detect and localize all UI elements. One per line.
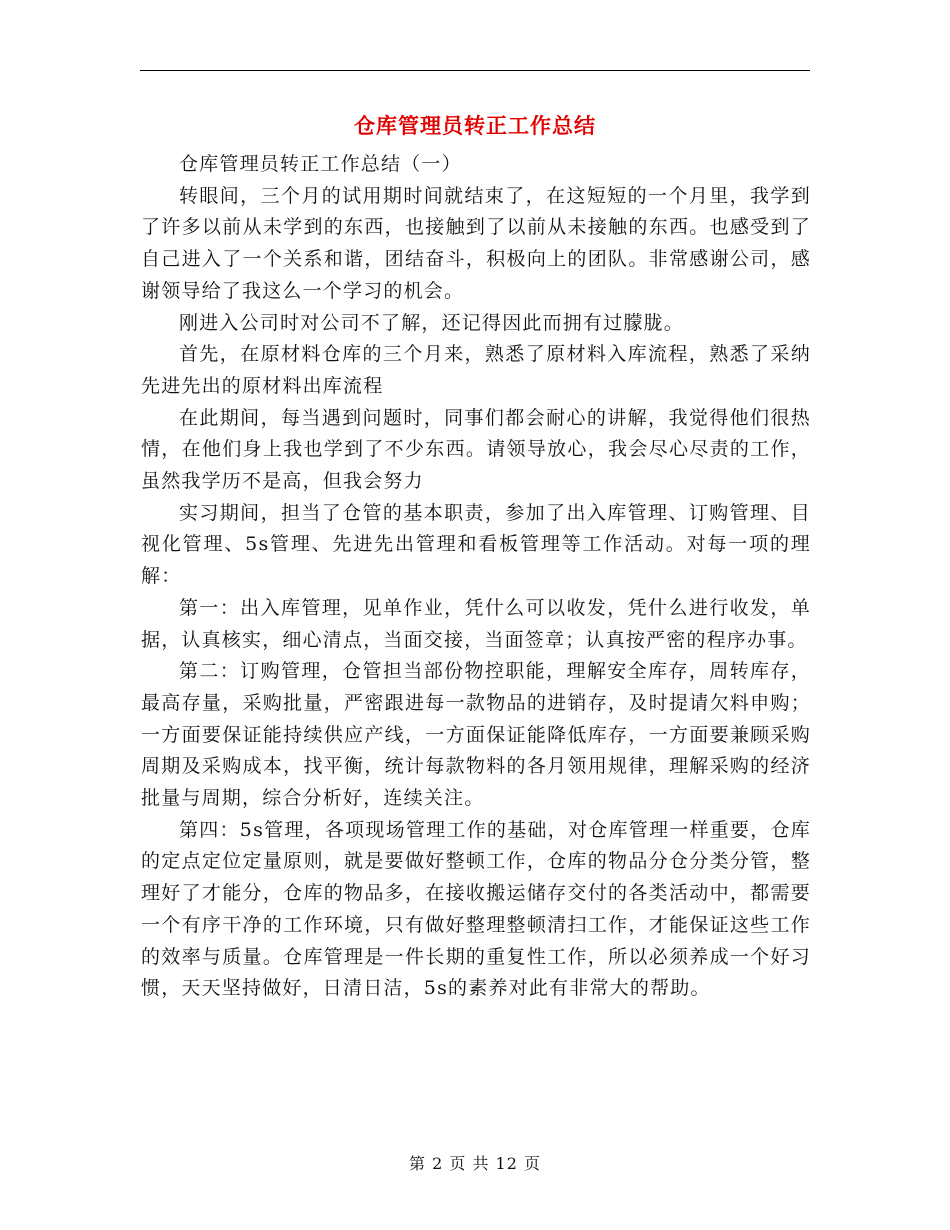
paragraph-item-4: 第四：5s管理，各项现场管理工作的基础，对仓库管理一样重要，仓库的定点定位定量原则，就是要做好整顿工作，仓库的物品分仓分类分管，整理好了才能分，仓库的物品多，在接收搬运储存交付的各类活动中，都需要一个有序干净的工作环境，只有做好整理整顿清扫工作，才能保证这些工作的效率与质量。仓库管理是一件长期的重复性工作，所以必须养成一个好习惯，天天坚持做好，日清日洁，5s的素养对此有非常大的帮助。 [141,818,811,1000]
page-number: 第 2 页 共 12 页 [409,1154,541,1173]
paragraph-first-impression: 刚进入公司时对公司不了解，还记得因此而拥有过朦胧。 [179,311,685,334]
document-body [141,149,811,1005]
paragraph-colleagues: 在此期间，每当遇到问题时，同事们都会耐心的讲解，我觉得他们很热情，在他们身上我也学到了不少东西。请领导放心，我会尽心尽责的工作，虽然我学历不是高，但我会努力 [141,406,811,493]
paragraph-intro: 转眼间，三个月的试用期时间就结束了，在这短短的一个月里，我学到了许多以前从未学到的东西，也接触到了以前从未接触的东西。也感受到了自己进入了一个关系和谐，团结奋斗，积极向上的团队。非常感谢公司，感谢领导给了我这么一个学习的机会。 [141,184,811,302]
document-title: 仓库管理员转正工作总结 [354,113,596,138]
paragraph-raw-material: 首先，在原材料仓库的三个月来，熟悉了原材料入库流程，熟悉了采纳先进先出的原材料出库流程 [141,343,811,397]
paragraph-item-2: 第二：订购管理，仓管担当部份物控职能，理解安全库存，周转库存，最高存量，采购批量，严密跟进每一款物品的进销存，及时提请欠料申购；一方面要保证能持续供应产线，一方面保证能降低库存，一方面要兼顾采购周期及采购成本，找平衡，统计每款物料的各月领用规律，理解采购的经济批量与周期，综合分析好，连续关注。 [141,660,811,810]
header-rule [140,70,810,71]
paragraph-subtitle: 仓库管理员转正工作总结（一） [179,153,462,175]
paragraph-item-1: 第一：出入库管理，见单作业，凭什么可以收发，凭什么进行收发，单据，认真核实，细心清点，当面交接，当面签章；认真按严密的程序办事。 [141,596,811,651]
paragraph-internship: 实习期间，担当了仓管的基本职责，参加了出入库管理、订购管理、目视化管理、5s管理、先进先出管理和看板管理等工作活动。对每一项的理解： [141,501,811,588]
